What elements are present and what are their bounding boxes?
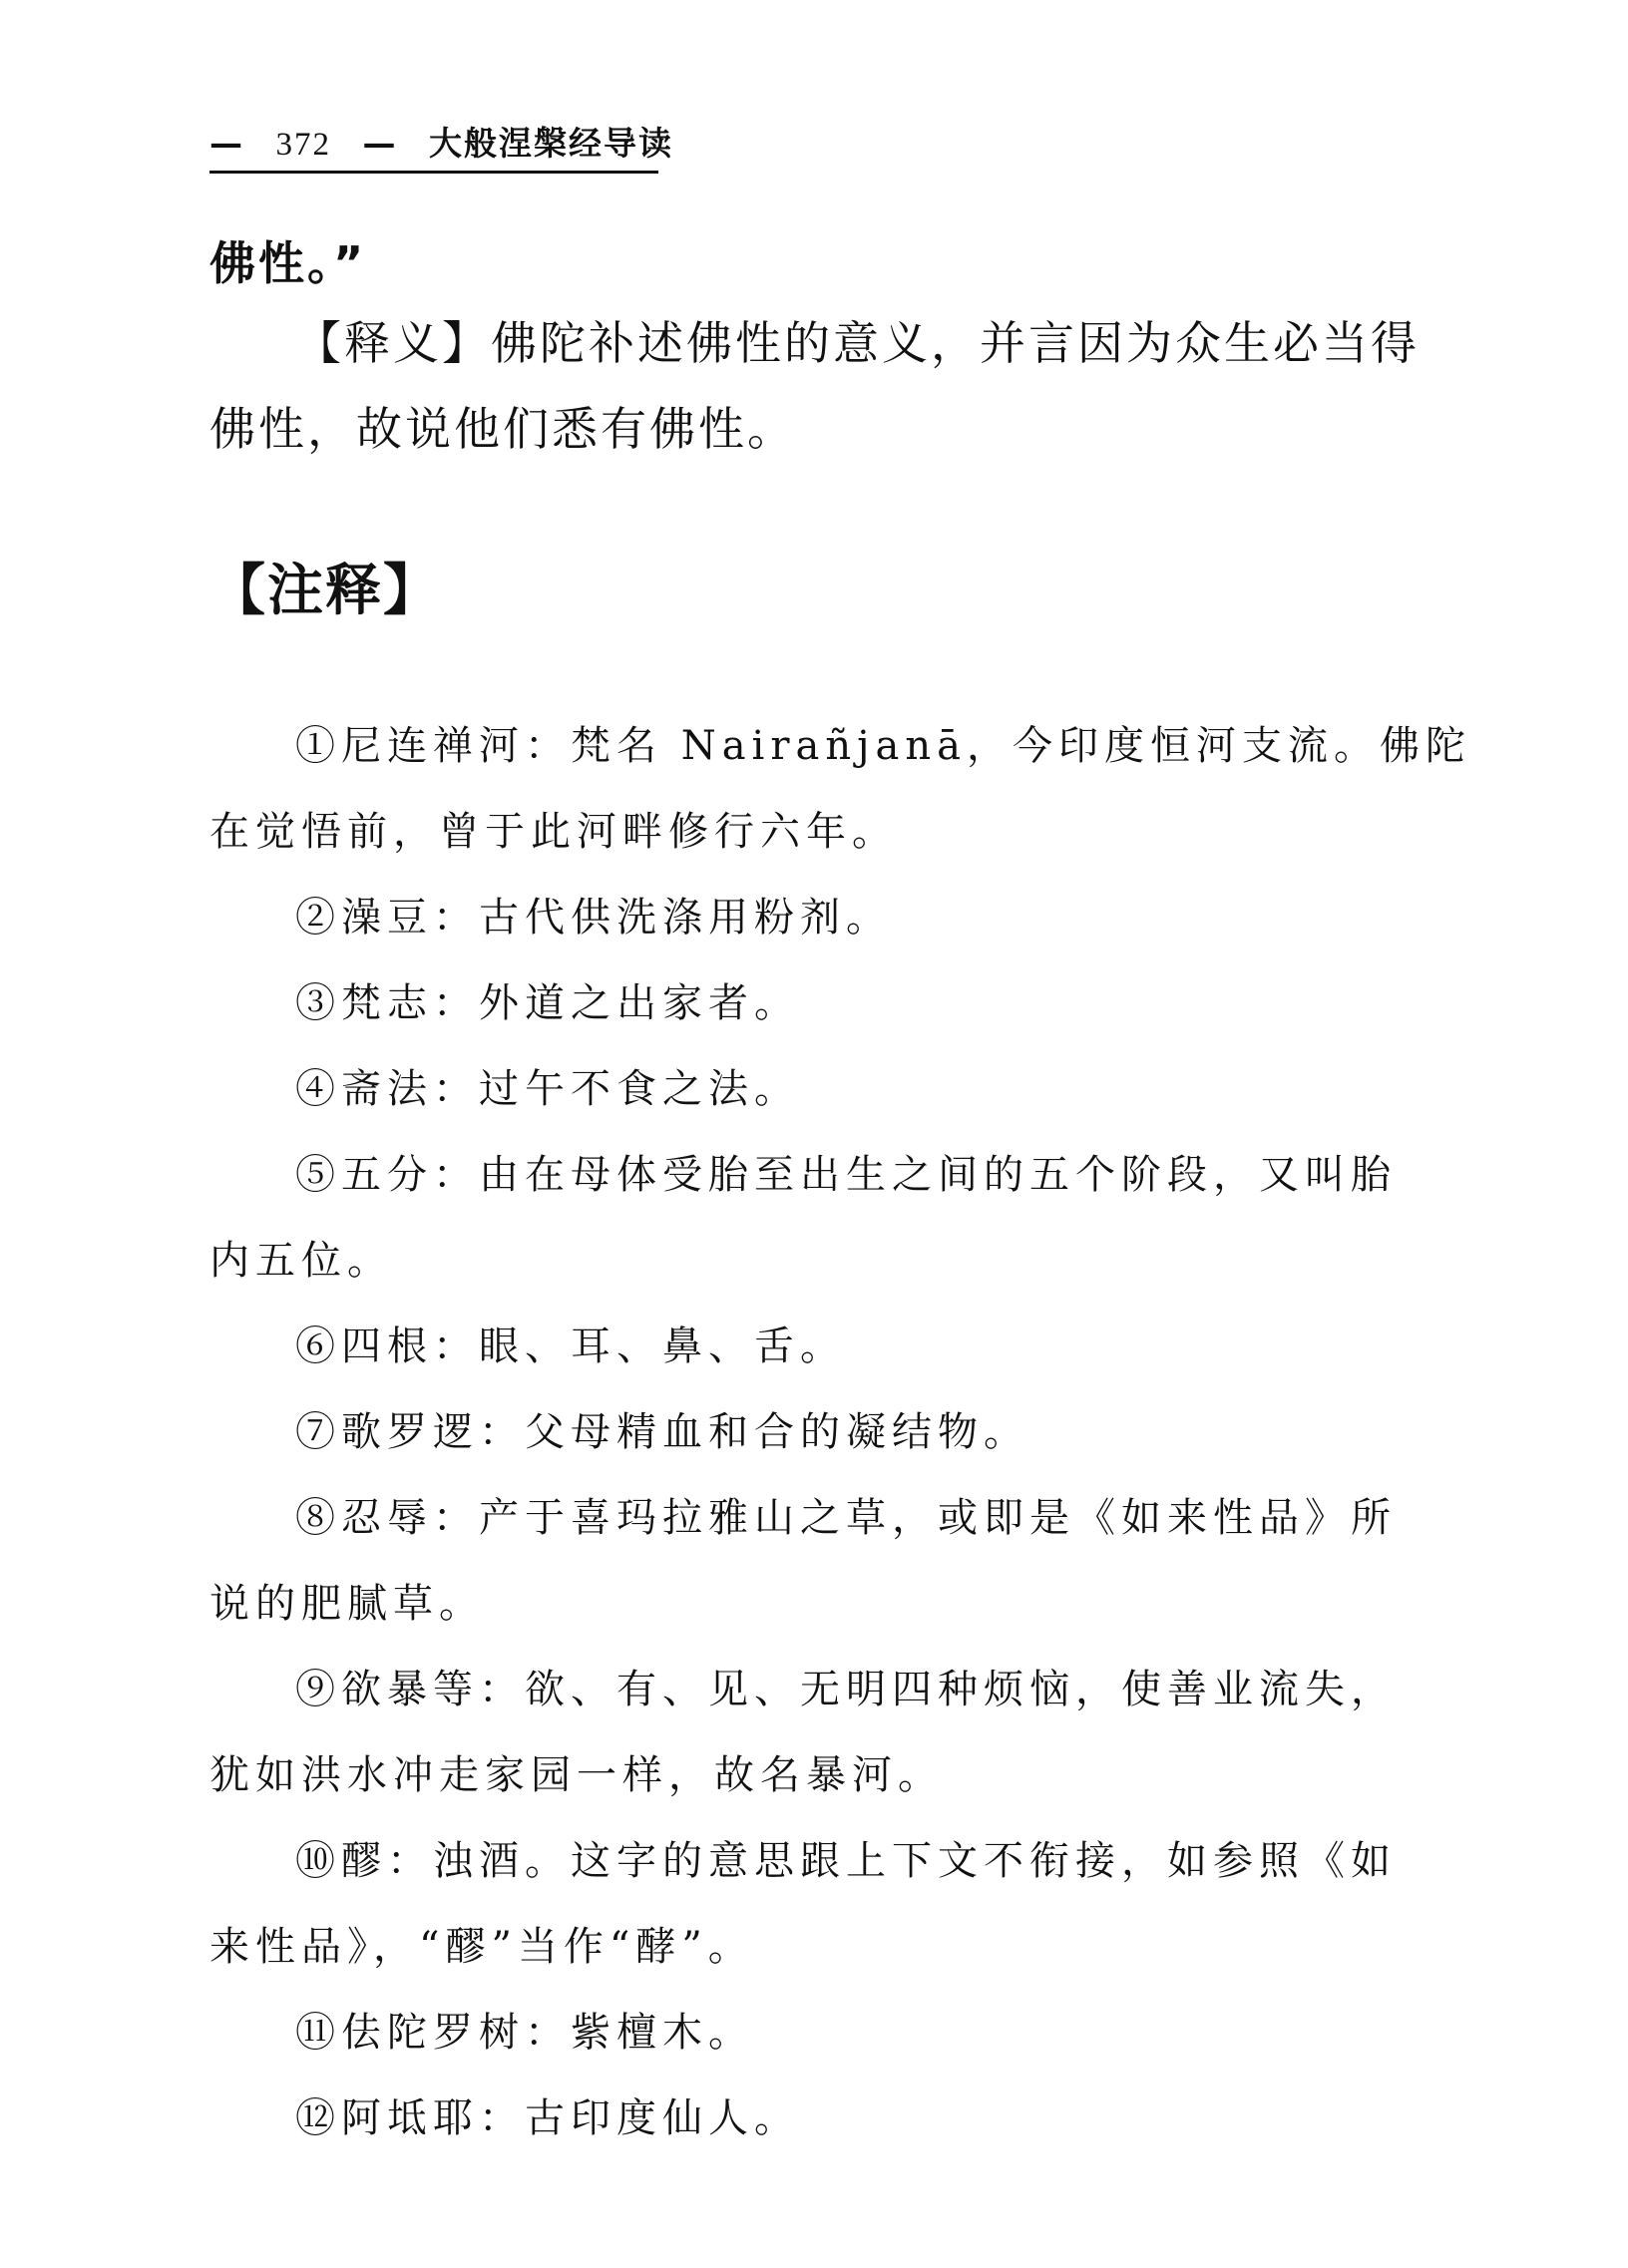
notes-heading: 【注释】 xyxy=(209,559,441,623)
explanation-line-2: 佛性，故说他们悉有佛性。 xyxy=(209,402,796,456)
running-header xyxy=(209,118,673,174)
header-dash-left: — xyxy=(209,124,244,163)
note-line: ⑪佉陀罗树：紫檀木。 xyxy=(295,2010,754,2056)
page-number: 372 xyxy=(275,127,331,163)
note-line: 说的肥腻草。 xyxy=(209,1581,485,1627)
note-line: ③梵志：外道之出家者。 xyxy=(295,980,800,1026)
book-title: 大般涅槃经导读 xyxy=(429,124,673,163)
note-line: 内五位。 xyxy=(209,1238,393,1284)
note-line: ⑧忍辱：产于喜玛拉雅山之草，或即是《如来性品》所 xyxy=(295,1495,1397,1541)
note-line: ⑫阿坻耶：古印度仙人。 xyxy=(295,2095,800,2141)
note-line: 犹如洪水冲走家园一样，故名暴河。 xyxy=(209,1752,944,1798)
note-line: 来性品》，“醪”当作“酵”。 xyxy=(209,1924,754,1970)
explanation-line-1: 【释义】佛陀补述佛性的意义，并言因为众生必当得 xyxy=(295,316,1420,370)
note-line: ④斋法：过午不食之法。 xyxy=(295,1066,800,1112)
header-dash-right: — xyxy=(362,124,398,163)
note-line: ⑥四根：眼、耳、鼻、舌。 xyxy=(295,1323,846,1369)
note-line: ⑤五分：由在母体受胎至出生之间的五个阶段，又叫胎 xyxy=(295,1152,1397,1198)
continued-text: 佛性。” xyxy=(209,236,367,290)
note-line: ②澡豆：古代供洗涤用粉剂。 xyxy=(295,895,892,941)
note-line: ⑩醪：浊酒。这字的意思跟上下文不衔接，如参照《如 xyxy=(295,1838,1397,1884)
note-line: ⑨欲暴等：欲、有、见、无明四种烦恼，使善业流失， xyxy=(295,1667,1397,1712)
note-line: 在觉悟前，曾于此河畔修行六年。 xyxy=(209,809,898,855)
note-line: ①尼连禅河：梵名 Nairañjanā，今印度恒河支流。佛陀 xyxy=(295,723,1471,769)
note-line: ⑦歌罗逻：父母精血和合的凝结物。 xyxy=(295,1409,1029,1455)
